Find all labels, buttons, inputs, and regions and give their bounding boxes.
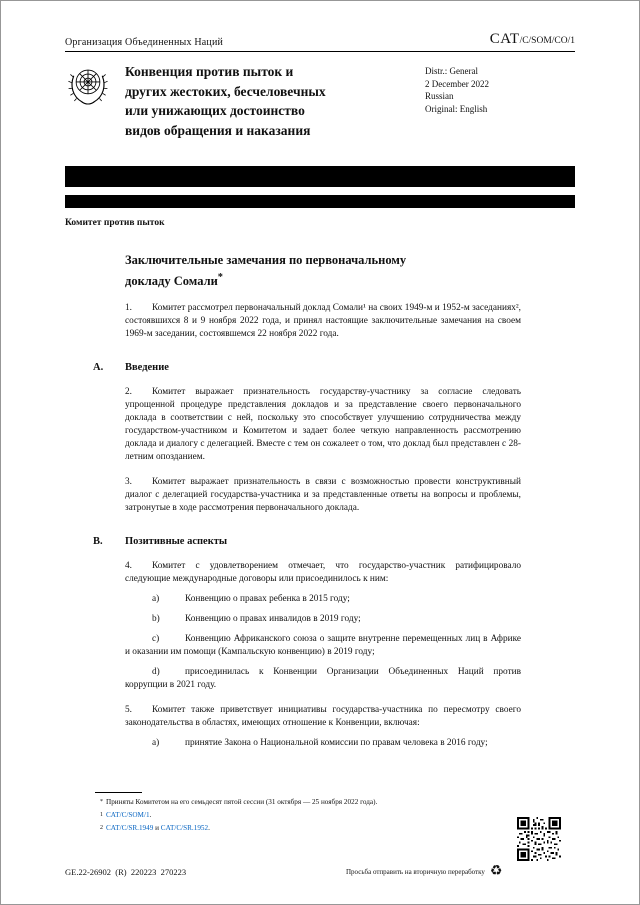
list-item-text: Конвенцию о правах ребенка в 2015 году;: [185, 594, 350, 605]
list-item-letter: a): [152, 738, 160, 749]
paragraph-2: [125, 386, 521, 464]
list-item-text: Конвенцию Африканского союза о защите внутренне перемещенных лиц в Африке и оказании им помощи (Кампальскую конвенцию) в 2019 году;: [125, 634, 521, 658]
masthead: [65, 62, 575, 140]
convention-title-line: видов обращения и наказания: [125, 122, 311, 138]
document-title-line: Заключительные замечания по первоначальному: [125, 253, 407, 267]
footnote-text: CAT/C/SR.1949 и CAT/C/SR.1952.: [106, 823, 210, 832]
paragraph-number: 3.: [125, 477, 132, 488]
footnote-2: [65, 823, 575, 836]
document-title: [125, 252, 575, 290]
date-line: 2 December 2022: [425, 78, 489, 89]
footnote-link[interactable]: CAT/C/SOM/1: [106, 810, 150, 819]
section-heading-b: [93, 535, 575, 548]
header: [65, 31, 575, 48]
list-item: [125, 593, 521, 606]
footnote-link[interactable]: CAT/C/SR.1949: [106, 823, 154, 832]
paragraph-number: 1.: [125, 303, 132, 314]
list-item-letter: d): [152, 667, 160, 678]
footnote-marker: *: [100, 799, 103, 805]
paragraph-1: [125, 302, 521, 341]
list-item-text: присоединилась к Конвенции Организации Объединенных Наций против коррупции в 2021 году.: [125, 667, 521, 691]
section-title: Позитивные аспекты: [125, 536, 228, 548]
footnote-text: CAT/C/SOM/1.: [106, 810, 152, 819]
paragraph-text: Комитет выражает признательность в связи с возможностью провести конструктивный диалог с делегацией государства-участника и за представленные ответы на вопросы и проблемы, затронутые в ходе рассмотрения первоначального доклада.: [125, 477, 521, 514]
list-item: [125, 666, 521, 692]
ge-number: GE.22-26902 (R) 220223 270223: [65, 867, 187, 877]
paragraph-4: [125, 560, 521, 586]
paragraph-text: Комитет рассмотрел первоначальный доклад Сомали¹ на своих 1949-м и 1952-м заседаниях², состоявшихся 8 и 9 ноября 2022 года, и принял настоящие заключительные замечания на своем 1969-м заседании, состоявшемся 22 ноября 2022 года.: [125, 303, 521, 340]
footnote-star: [65, 797, 575, 810]
title-footnote-marker: *: [217, 272, 223, 283]
doc-symbol: [490, 31, 575, 48]
section-letter: A.: [93, 362, 104, 374]
section-letter: B.: [93, 536, 103, 548]
footnote-1: [65, 810, 575, 823]
distribution-block: [425, 62, 575, 140]
list-item-letter: a): [152, 594, 160, 605]
doc-symbol-suffix: /C/SOM/CO/1: [519, 36, 575, 46]
distr-line: Distr.: General: [425, 66, 478, 76]
header-rule: [65, 51, 575, 52]
redaction-bar: [65, 195, 575, 208]
paragraph-3: [125, 476, 521, 515]
list-item-letter: b): [152, 614, 160, 625]
convention-title-line: или унижающих достоинство: [125, 103, 305, 118]
paragraph-text: Комитет с удовлетворением отмечает, что государство-участник ратифицировало следующие международные договоры или присоединилось к ним:: [125, 561, 521, 585]
doc-symbol-prefix: CAT: [489, 31, 520, 47]
list-item: [125, 613, 521, 626]
convention-title-line: других жестоких, бесчеловечных: [125, 83, 326, 99]
paragraph-number: 4.: [125, 561, 132, 572]
footnote-rule: [95, 792, 142, 793]
footnote-text: Приняты Комитетом на его семьдесят пятой сессии (31 октября — 25 ноября 2022 года).: [106, 798, 378, 806]
list-item: [125, 737, 521, 750]
org-name: Организация Объединенных Наций: [65, 37, 224, 48]
redaction-bar: [65, 166, 575, 187]
paragraph-number: 5.: [125, 705, 132, 716]
paragraph-text: Комитет также приветствует инициативы государства-участника по пересмотру своего законодательства в областях, имеющих отношение к Конвенции, включая:: [125, 705, 521, 729]
list-item-text: принятие Закона о Национальной комиссии по правам человека в 2016 году;: [185, 738, 488, 749]
convention-title-line: Конвенция против пыток и: [125, 64, 294, 79]
section-heading-a: [93, 361, 575, 374]
recycle-text: Просьба отправить на вторичную переработку: [346, 868, 485, 876]
recycle-note: [346, 865, 502, 879]
footnote-marker: 1: [100, 811, 103, 818]
un-emblem-icon: [65, 64, 111, 110]
document-title-line: докладу Сомали*: [125, 272, 223, 289]
footnote-link[interactable]: CAT/C/SR.1952: [160, 823, 209, 832]
convention-title: [125, 62, 326, 140]
paragraph-5: [125, 704, 521, 730]
section-title: Введение: [125, 362, 169, 374]
document-body: [65, 302, 575, 750]
footnote-area: [65, 792, 575, 836]
footnote-marker: 2: [100, 824, 103, 831]
recycle-icon: ♻: [489, 864, 503, 879]
qr-code: [517, 817, 561, 861]
paragraph-number: 2.: [125, 387, 132, 398]
original-language-line: Original: English: [425, 103, 488, 114]
paragraph-text: Комитет выражает признательность государству-участнику за согласие следовать упрощенной процедуре представления докладов и за представление своего первоначального доклада в соответствии с ней, поскольку это способствует улучшению сотрудничества между государством-участником и Комитетом и задает более четкую направленность рассмотрению доклада и диалогу с делегацией. Вместе с тем он сожалеет о том, что доклад был представлен с 28-летним опозданием.: [125, 387, 521, 463]
list-item: [125, 633, 521, 659]
list-item-letter: c): [152, 634, 160, 645]
committee-heading: Комитет против пыток: [65, 218, 165, 228]
list-item-text: Конвенцию о правах инвалидов в 2019 году;: [185, 614, 361, 625]
language-line: Russian: [425, 91, 454, 101]
